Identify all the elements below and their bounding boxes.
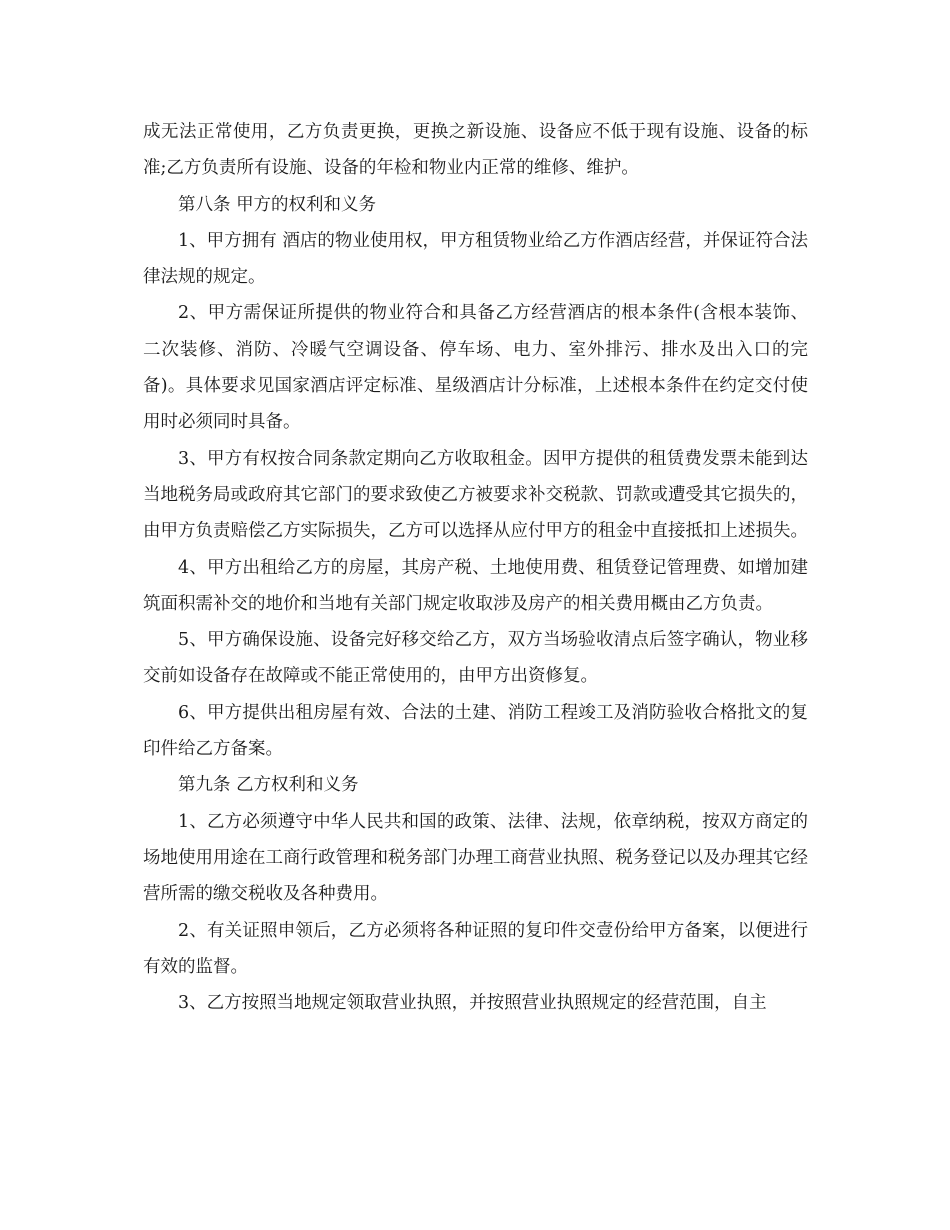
section-heading-article-8: 第八条 甲方的权利和义务 [178, 194, 377, 215]
clause-9-2: 2、有关证照申领后，乙方必须将各种证照的复印件交壹份给甲方备案，以便进行有效的监督。 [143, 920, 808, 977]
clause-9-3: 3、乙方按照当地规定领取营业执照，并按照营业执照规定的经营范围，自主 [178, 993, 767, 1014]
paragraph-continuation: 成无法正常使用，乙方负责更换，更换之新设施、设备应不低于现有设施、设备的标准;乙方负责所有设施、设备的年检和物业内正常的维修、维护。 [143, 122, 808, 179]
clause-8-1: 1、甲方拥有 酒店的物业使用权，甲方租赁物业给乙方作酒店经营，并保证符合法律法规的规定。 [143, 230, 808, 288]
clause-9-1: 1、乙方必须遵守中华人民共和国的政策、法律、法规，依章纳税，按双方商定的场地使用用途在工商行政管理和税务部门办理工商营业执照、税务登记以及办理其它经营所需的缴交税收及各种费用。 [143, 811, 808, 905]
document-body [143, 114, 808, 1021]
clause-8-6: 6、甲方提供出租房屋有效、合法的土建、消防工程竣工及消防验收合格批文的复印件给乙方备案。 [143, 702, 808, 760]
clause-8-2: 2、甲方需保证所提供的物业符合和具备乙方经营酒店的根本条件(含根本装饰、二次装修、消防、冷暖气空调设备、停车场、电力、室外排污、排水及出入口的完备)。具体要求见国家酒店评定标准、星级酒店计分标准，上述根本条件在约定交付使用时必须同时具备。 [143, 303, 808, 433]
clause-8-4: 4、甲方出租给乙方的房屋，其房产税、土地使用费、租赁登记管理费、如增加建筑面积需补交的地价和当地有关部门规定收取涉及房产的相关费用概由乙方负责。 [143, 557, 808, 614]
clause-8-3: 3、甲方有权按合同条款定期向乙方收取租金。因甲方提供的租赁费发票未能到达当地税务局或政府其它部门的要求致使乙方被要求补交税款、罚款或遭受其它损失的，由甲方负责赔偿乙方实际损失，乙方可以选择从应付甲方的租金中直接抵扣上述损失。 [143, 448, 808, 542]
section-heading-article-9: 第九条 乙方权利和义务 [178, 775, 359, 796]
clause-8-5: 5、甲方确保设施、设备完好移交给乙方，双方当场验收清点后签字确认，物业移交前如设备存在故障或不能正常使用的，由甲方出资修复。 [143, 630, 808, 687]
